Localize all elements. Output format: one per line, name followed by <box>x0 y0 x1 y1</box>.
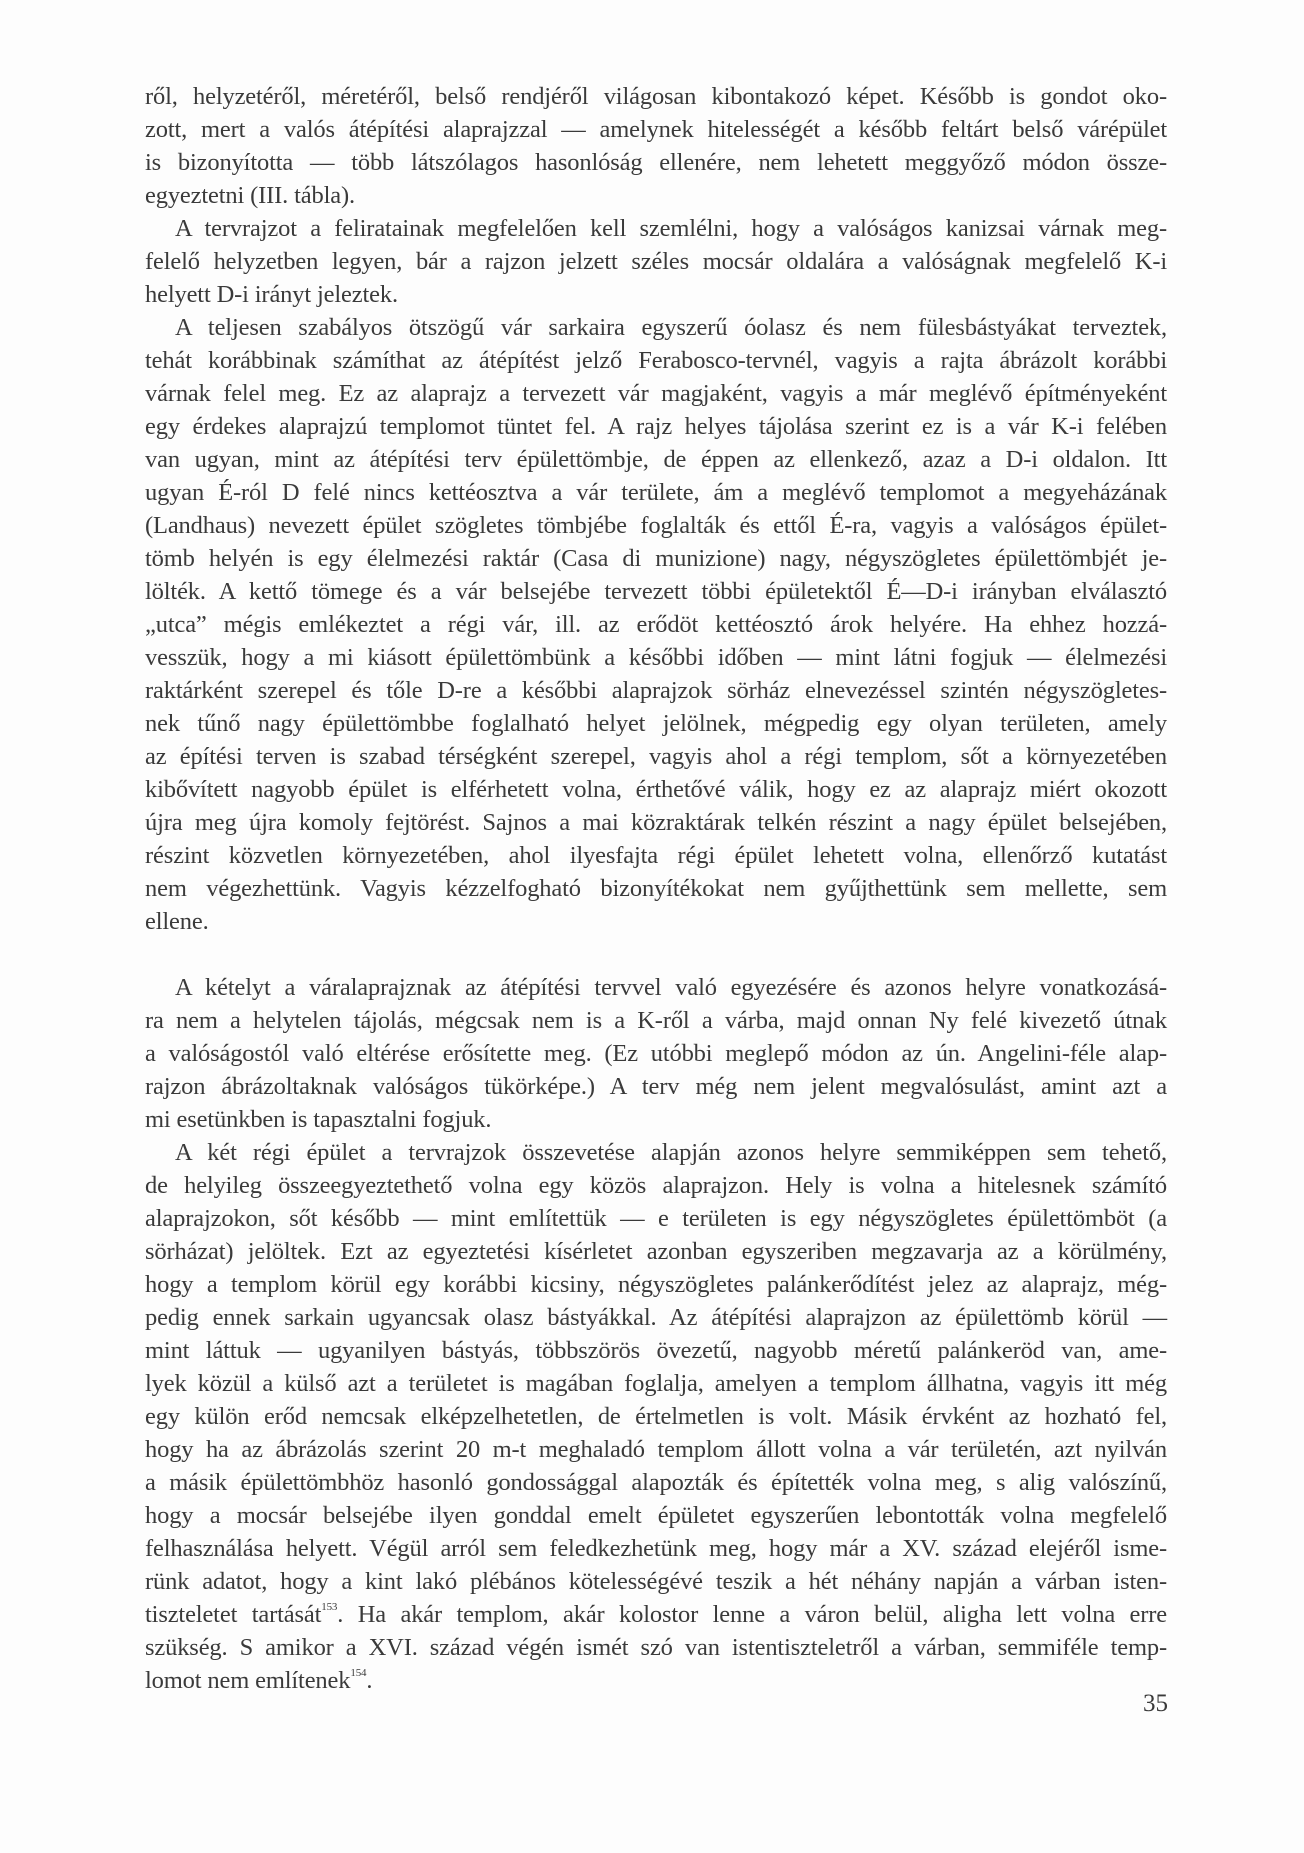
text-segment: lomot nem említenek <box>145 1667 351 1694</box>
text-line: pedig ennek sarkain ugyancsak olasz bástyákkal. Az átépítési alaprajzon az épülettömb körül — <box>145 1304 1167 1331</box>
text-line: tehát korábbinak számíthat az átépítést jelző Ferabosco-tervnél, vagyis a rajta ábrázolt korábbi <box>145 347 1167 374</box>
text-line: mi esetünkben is tapasztalni fogjuk. <box>145 1106 492 1133</box>
text-line: mint láttuk — ugyanilyen bástyás, többszörös övezetű, nagyobb méretű palánkeröd van, ame- <box>145 1337 1167 1364</box>
document-body <box>145 80 1167 1697</box>
footnote-ref-153[interactable]: 153 <box>321 1601 338 1613</box>
text-line <box>145 938 1167 971</box>
text-line: a másik épülettömbhöz hasonló gondossággal alapozták és építették volna meg, s alig valószínű, <box>145 1469 1167 1496</box>
text-segment: . Ha akár templom, akár kolostor lenne a váron belül, aligha lett volna erre <box>337 1601 1167 1628</box>
text-line: lyek közül a külső azt a területet is magában foglalja, amelyen a templom állhatna, vagyis itt még <box>145 1370 1167 1397</box>
text-line-with-footnote <box>145 1598 1167 1631</box>
text-line: nek tűnő nagy épülettömbbe foglalható helyet jelölnek, mégpedig egy olyan területen, amely <box>145 710 1167 737</box>
text-line: lölték. A kettő tömege és a vár belsejébe tervezett többi épületektől É—D-i irányban elválasztó <box>145 578 1167 605</box>
text-line: egy érdekes alaprajzú templomot tüntet fel. A rajz helyes tájolása szerint ez is a vár K-i felében <box>145 413 1167 440</box>
text-line: ugyan É-ról D felé nincs kettéosztva a vár területe, ám a meglévő templomot a megyeházának <box>145 479 1167 506</box>
text-line: A teljesen szabályos ötszögű vár sarkaira egyszerű óolasz és nem fülesbástyákat terveztek, <box>175 314 1167 341</box>
text-line: egy külön erőd nemcsak elképzelhetetlen, de értelmetlen is volt. Másik érvként az hozható fel, <box>145 1403 1167 1430</box>
text-line: zott, mert a valós átépítési alaprajzzal — amelynek hitelességét a később feltárt belső várépület <box>145 116 1167 143</box>
text-segment: tiszteletet tartását <box>145 1601 322 1628</box>
text-line: is bizonyította — több látszólagos hasonlóság ellenére, nem lehetett meggyőző módon össze- <box>145 149 1167 176</box>
text-line: „utca” mégis emlékeztet a régi vár, ill. az erődöt kettéosztó árok helyére. Ha ehhez hozzá- <box>145 611 1167 638</box>
page-number: 35 <box>1143 1690 1168 1717</box>
paragraph <box>145 311 1167 971</box>
text-line: ra nem a helytelen tájolás, mégcsak nem is a K-ről a várba, majd onnan Ny felé kivezető útnak <box>145 1007 1167 1034</box>
paragraph <box>145 1136 1167 1697</box>
text-line: vesszük, hogy a mi kiásott épülettömbünk a későbbi időben — mint látni fogjuk — élelmezési <box>145 644 1167 671</box>
text-line: de helyileg összeegyeztethető volna egy közös alaprajzon. Hely is volna a hitelesnek számító <box>145 1172 1167 1199</box>
text-line: hogy a templom körül egy korábbi kicsiny, négyszögletes palánkerődítést jelez az alaprajz, még- <box>145 1271 1167 1298</box>
text-line: A kételyt a váralaprajznak az átépítési tervvel való egyezésére és azonos helyre vonatkozásá- <box>175 974 1167 1001</box>
text-line: egyeztetni (III. tábla). <box>145 182 355 209</box>
paragraph <box>145 212 1167 311</box>
text-line: az építési terven is szabad térségként szerepel, vagyis ahol a régi templom, sőt a környezetében <box>145 743 1167 770</box>
text-line: kibővített nagyobb épület is elférhetett volna, érthetővé válik, hogy ez az alaprajz miért okozott <box>145 776 1167 803</box>
footnote-ref-154[interactable]: 154 <box>350 1667 367 1679</box>
text-line: rünk adatot, hogy a kint lakó plébános kötelességévé teszik a hét néhány napján a várban isten- <box>145 1568 1167 1595</box>
text-line: nem végezhettünk. Vagyis kézzelfogható bizonyítékokat nem gyűjthettünk sem mellette, sem <box>145 875 1167 902</box>
text-line: sörházat) jelöltek. Ezt az egyeztetési kísérletet azonban egyszeriben megzavarja az a körülmény, <box>145 1238 1167 1265</box>
text-line: raktárként szerepel és tőle D-re a későbbi alaprajzok sörház elnevezéssel szintén négyszögletes- <box>145 677 1167 704</box>
text-line: a valóságostól való eltérése erősítette meg. (Ez utóbbi meglepő módon az ún. Angelini-féle alap- <box>145 1040 1167 1067</box>
text-line: felhasználása helyett. Végül arról sem feledkezhetünk meg, hogy már a XV. század elejéről isme- <box>145 1535 1167 1562</box>
paragraph <box>145 971 1167 1136</box>
text-line: A tervrajzot a feliratainak megfelelően kell szemlélni, hogy a valóságos kanizsai várnak meg- <box>175 215 1167 242</box>
paragraph <box>145 80 1167 212</box>
text-line: helyett D-i irányt jeleztek. <box>145 281 398 308</box>
text-line: hogy ha az ábrázolás szerint 20 m-t meghaladó templom állott volna a vár területén, azt nyilván <box>145 1436 1167 1463</box>
text-line: rajzon ábrázoltaknak valóságos tükörképe.) A terv még nem jelent megvalósulást, amint azt a <box>145 1073 1167 1100</box>
text-line: újra meg újra komoly fejtörést. Sajnos a mai közraktárak telkén részint a nagy épület belsejében, <box>145 809 1167 836</box>
text-line: tömb helyén is egy élelmezési raktár (Casa di munizione) nagy, négyszögletes épülettömbjét je- <box>145 545 1167 572</box>
text-line: A két régi épület a tervrajzok összevetése alapján azonos helyre semmiképpen sem tehető, <box>175 1139 1167 1166</box>
text-line: ről, helyzetéről, méretéről, belső rendjéről világosan kibontakozó képet. Később is gondot oko- <box>145 83 1167 110</box>
text-line: ellene. <box>145 908 209 935</box>
text-line: hogy a mocsár belsejébe ilyen gonddal emelt épületet egyszerűen lebontották volna megfelelő <box>145 1502 1167 1529</box>
text-line: van ugyan, mint az átépítési terv épülettömbje, de éppen az ellenkező, azaz a D-i oldalon. Itt <box>145 446 1167 473</box>
text-line-with-footnote <box>145 1664 1167 1697</box>
text-segment: . <box>366 1667 373 1694</box>
text-line: felelő helyzetben legyen, bár a rajzon jelzett széles mocsár oldalára a valóságnak megfelelő K-i <box>145 248 1167 275</box>
text-line: (Landhaus) nevezett épület szögletes tömbjébe foglalták és ettől É-ra, vagyis a valóságos épület- <box>145 512 1167 539</box>
text-line: alaprajzokon, sőt később — mint említettük — e területen is egy négyszögletes épülettömböt (a <box>145 1205 1167 1232</box>
text-line: várnak felel meg. Ez az alaprajz a tervezett vár magjaként, vagyis a már meglévő építményeként <box>145 380 1167 407</box>
text-line: szükség. S amikor a XVI. század végén ismét szó van istentiszteletről a várban, semmiféle temp- <box>145 1634 1167 1661</box>
text-line: részint közvetlen környezetében, ahol ilyesfajta régi épület lehetett volna, ellenőrző kutatást <box>145 842 1167 869</box>
